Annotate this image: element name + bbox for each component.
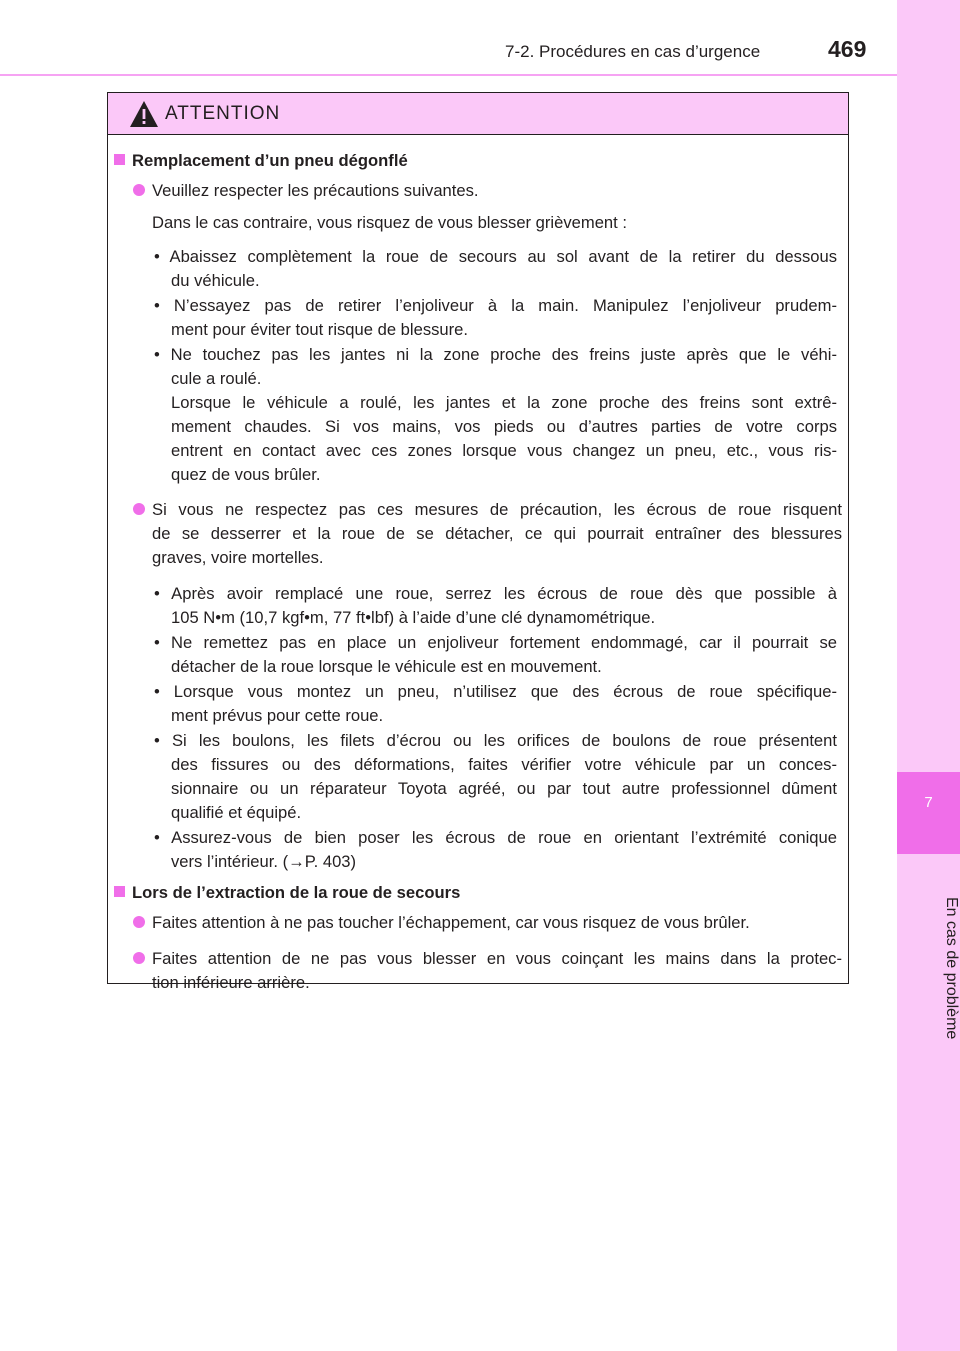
bullet-line: • Ne remettez pas en place un enjoliveur fortement endommagé, car il pourrait se xyxy=(154,633,837,652)
bullet-line: cule a roulé. xyxy=(171,369,262,388)
attention-box xyxy=(107,92,849,992)
header-divider xyxy=(0,74,897,76)
bullet-line: détacher de la roue lorsque le véhicule est en mouvement. xyxy=(171,657,602,676)
point-text: Faites attention à ne pas toucher l’échappement, car vous risquez de vous brûler. xyxy=(152,913,750,932)
section-title: 7-2. Procédures en cas d’urgence xyxy=(505,42,761,61)
bullet-line: • Abaissez complètement la roue de secours au sol avant de la retirer du dessous xyxy=(154,247,837,266)
bullet-line: sionnaire ou un réparateur Toyota agréé, ou par tout autre professionnel dûment xyxy=(171,779,837,798)
square-bullet-icon xyxy=(114,154,125,165)
warning-triangle-icon xyxy=(129,100,159,128)
bullet-line: • N’essayez pas de retirer l’enjoliveur à la main. Manipulez l’enjoliveur prudem- xyxy=(154,296,837,315)
point-text: Faites attention de ne pas vous blesser en vous coinçant les mains dans la protec- xyxy=(152,949,842,968)
heading-text: Remplacement d’un pneu dégonflé xyxy=(132,151,408,170)
bullet-line: des fissures ou des déformations, faites vérifier votre véhicule par un conces- xyxy=(171,755,837,774)
circle-bullet-icon xyxy=(133,916,145,928)
point-line: de se desserrer et la roue de se détacher, ce qui pourrait entraîner des blessures xyxy=(152,524,842,543)
square-bullet-icon xyxy=(114,886,125,897)
chapter-number-tab xyxy=(897,772,960,854)
bullet-line: 105 N•m (10,7 kgf•m, 77 ft•lbf) à l’aide d’une clé dynamométrique. xyxy=(171,608,656,627)
list-item xyxy=(133,179,479,203)
point-line: graves, voire mortelles. xyxy=(152,548,324,567)
attention-header xyxy=(108,93,848,135)
bullet-line: vers l’intérieur. (→P. 403) xyxy=(171,852,357,871)
list-item xyxy=(133,911,750,935)
list-item xyxy=(133,498,842,522)
heading-text: Lors de l’extraction de la roue de secours xyxy=(132,883,461,902)
circle-bullet-icon xyxy=(133,952,145,964)
bullet-line: du véhicule. xyxy=(171,271,260,290)
bullet-line: • Si les boulons, les filets d’écrou ou les orifices de boulons de roue présentent xyxy=(154,731,837,750)
chapter-label: En cas de problème xyxy=(943,896,960,1040)
bullet-line: • Assurez-vous de bien poser les écrous de roue en orientant l’extrémité conique xyxy=(154,828,837,847)
chapter-label-container xyxy=(897,868,960,1068)
point-text: Si vous ne respectez pas ces mesures de précaution, les écrous de roue risquent xyxy=(152,500,842,519)
attention-title: ATTENTION xyxy=(165,102,281,124)
chapter-number: 7 xyxy=(924,794,933,811)
bullet-line: • Lorsque vous montez un pneu, n’utilisez que des écrous de roue spécifique- xyxy=(154,682,837,701)
chapter-side-tab xyxy=(897,0,960,1351)
bullet-line: Lorsque le véhicule a roulé, les jantes et la zone proche des freins sont extrê- xyxy=(171,393,837,412)
bullet-line: qualifié et équipé. xyxy=(171,803,302,822)
section-heading-flat-tire xyxy=(114,149,408,173)
page-number: 469 xyxy=(828,36,867,62)
circle-bullet-icon xyxy=(133,184,145,196)
list-item xyxy=(133,947,842,971)
intro-text: Dans le cas contraire, vous risquez de vous blesser grièvement : xyxy=(152,213,627,232)
bullet-line: mement chaudes. Si vos mains, vos pieds ou d’autres parties de votre corps xyxy=(171,417,837,436)
point-text: Veuillez respecter les précautions suivantes. xyxy=(152,181,479,200)
bullet-line: ment pour éviter tout risque de blessure. xyxy=(171,320,469,339)
point-line: tion inférieure arrière. xyxy=(152,973,310,992)
bullet-line: entrent en contact avec ces zones lorsque vous changez un pneu, etc., vous ris- xyxy=(171,441,837,460)
bullet-line: • Ne touchez pas les jantes ni la zone proche des freins juste après que le véhi- xyxy=(154,345,837,364)
bullet-line: ment prévus pour cette roue. xyxy=(171,706,384,725)
bullet-line: quez de vous brûler. xyxy=(171,465,321,484)
section-heading-spare-wheel xyxy=(114,881,460,905)
bullet-line: • Après avoir remplacé une roue, serrez les écrous de roue dès que possible à xyxy=(154,584,837,603)
circle-bullet-icon xyxy=(133,503,145,515)
